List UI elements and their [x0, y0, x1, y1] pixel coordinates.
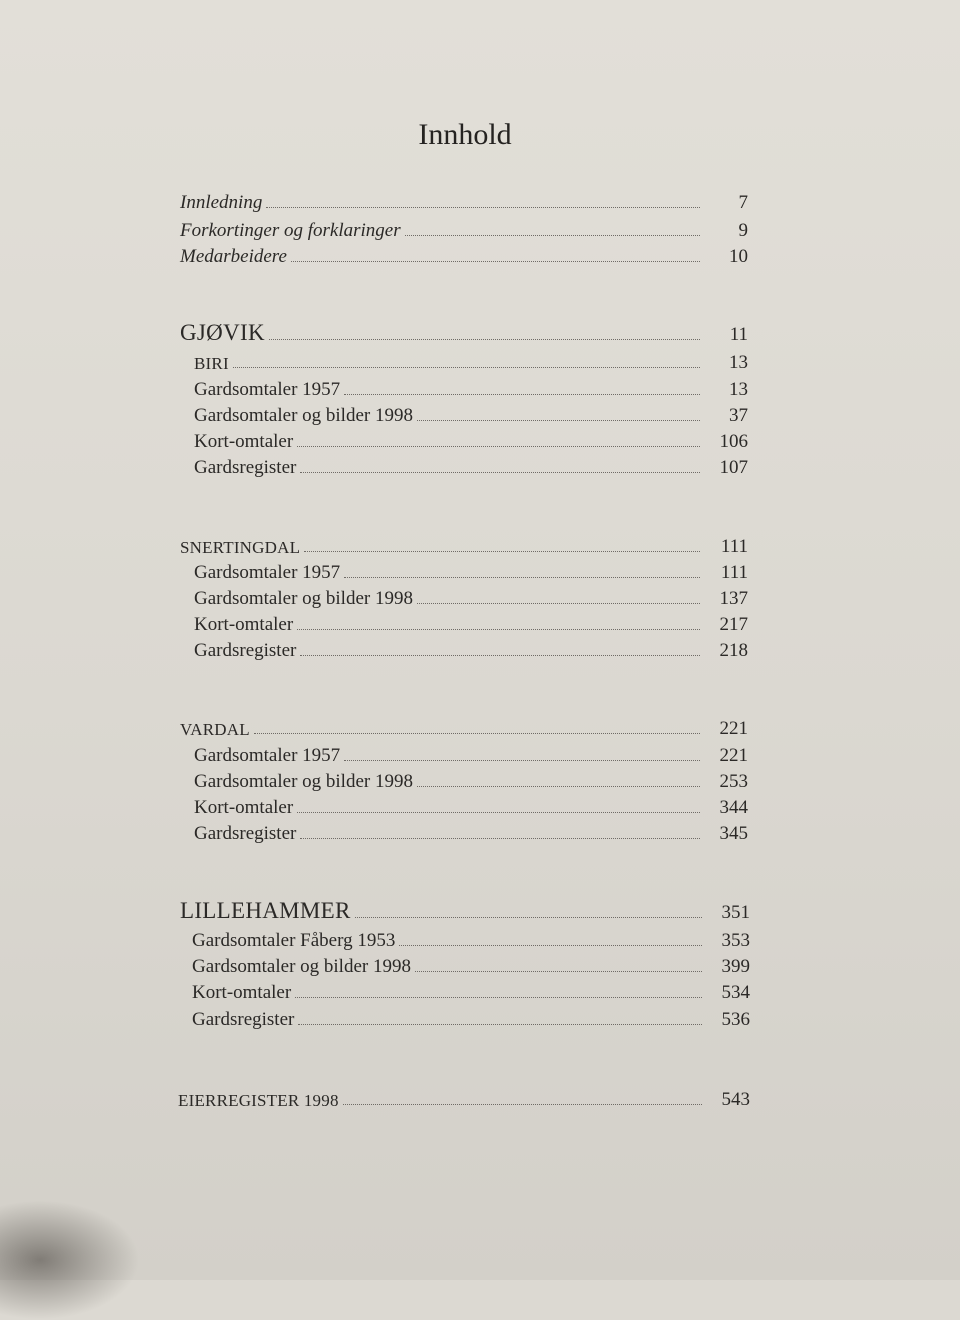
dot-leader — [300, 471, 700, 473]
entry-page: 536 — [721, 1009, 750, 1030]
entry-page: 534 — [721, 982, 750, 1003]
entry-page: 111 — [720, 562, 748, 583]
entry-page: 218 — [719, 640, 748, 661]
entry-page: 221 — [719, 745, 748, 766]
section-label: SNERTINGDAL — [180, 538, 301, 557]
dot-leader — [417, 419, 700, 421]
entry-page: 37 — [729, 405, 748, 426]
dot-leader — [233, 366, 700, 368]
toc-section-eierregister — [178, 1085, 750, 1111]
section-page: 351 — [721, 902, 750, 923]
entry-label: Gardsregister — [194, 823, 297, 844]
toc-entry-medarbeidere — [180, 242, 748, 268]
dot-leader — [297, 628, 700, 630]
entry-page: 399 — [721, 956, 750, 977]
toc-section-vardal — [180, 714, 748, 740]
dot-leader — [291, 260, 700, 262]
dot-leader — [254, 732, 700, 734]
dot-leader — [415, 970, 702, 972]
toc-entry — [194, 453, 748, 479]
section-page: 111 — [720, 536, 748, 557]
dot-leader — [343, 1103, 702, 1105]
entry-label: Kort-omtaler — [194, 614, 294, 635]
toc-entry — [194, 793, 748, 819]
dot-leader — [344, 576, 700, 578]
toc-entry — [194, 636, 748, 662]
toc-entry — [194, 819, 748, 845]
entry-label: Gardsregister — [194, 457, 297, 478]
section-page: 543 — [721, 1089, 750, 1110]
dot-leader — [295, 996, 702, 998]
entry-label: Kort-omtaler — [192, 982, 292, 1003]
toc-entry — [194, 375, 748, 401]
dot-leader — [344, 759, 700, 761]
entry-page: 9 — [738, 220, 748, 241]
toc-entry — [194, 767, 748, 793]
toc-entry — [192, 978, 750, 1004]
toc-section-snertingdal — [180, 532, 748, 558]
entry-label: Kort-omtaler — [194, 797, 294, 818]
section-label: EIERREGISTER 1998 — [178, 1091, 339, 1110]
dot-leader — [417, 602, 700, 604]
section-label: VARDAL — [180, 720, 250, 739]
toc-entry — [194, 610, 748, 636]
dot-leader — [355, 916, 702, 918]
toc-section-gjovik — [180, 320, 748, 346]
toc-entry-innledning — [180, 188, 748, 214]
toc-section-lillehammer — [180, 898, 750, 924]
toc-entry — [192, 1005, 750, 1031]
toc-entry — [194, 558, 748, 584]
dot-leader — [298, 1023, 702, 1025]
subsection-label: BIRI — [194, 354, 229, 373]
entry-label: Forkortinger og forklaringer — [180, 220, 401, 241]
entry-label: Gardsregister — [192, 1009, 295, 1030]
dot-leader — [300, 654, 700, 656]
toc-entry — [192, 926, 750, 952]
entry-page: 345 — [719, 823, 748, 844]
entry-page: 13 — [729, 379, 748, 400]
entry-page: 344 — [719, 797, 748, 818]
entry-label: Gardsomtaler og bilder 1998 — [194, 405, 413, 426]
dot-leader — [297, 445, 700, 447]
entry-page: 106 — [719, 431, 748, 452]
toc-entry — [194, 427, 748, 453]
entry-label: Gardsomtaler og bilder 1998 — [194, 588, 413, 609]
section-label: LILLEHAMMER — [180, 898, 351, 923]
dot-leader — [269, 338, 700, 340]
entry-label: Gardsomtaler Fåberg 1953 — [192, 930, 396, 951]
entry-label: Gardsomtaler og bilder 1998 — [192, 956, 411, 977]
entry-page: 7 — [738, 192, 748, 213]
entry-label: Medarbeidere — [180, 246, 287, 267]
toc-entry — [194, 401, 748, 427]
entry-label: Gardsomtaler 1957 — [194, 562, 341, 583]
entry-label: Gardsregister — [194, 640, 297, 661]
section-page: 221 — [719, 718, 748, 739]
entry-label: Gardsomtaler og bilder 1998 — [194, 771, 413, 792]
entry-page: 137 — [719, 588, 748, 609]
entry-label: Kort-omtaler — [194, 431, 294, 452]
entry-page: 107 — [719, 457, 748, 478]
section-page: 11 — [729, 324, 748, 345]
toc-title: Innhold — [418, 118, 512, 151]
entry-page: 217 — [719, 614, 748, 635]
toc-entry — [194, 741, 748, 767]
dot-leader — [266, 206, 700, 208]
section-label: GJØVIK — [180, 320, 265, 345]
dot-leader — [399, 944, 702, 946]
dot-leader — [405, 234, 700, 236]
entry-page: 10 — [729, 246, 748, 267]
entry-page: 253 — [719, 771, 748, 792]
entry-label: Gardsomtaler 1957 — [194, 379, 341, 400]
subsection-page: 13 — [729, 352, 748, 373]
toc-entry — [192, 952, 750, 978]
toc-entry — [194, 584, 748, 610]
dot-leader — [344, 393, 700, 395]
page-shadow — [0, 1200, 140, 1320]
toc-subsection-biri — [194, 348, 748, 374]
entry-label: Gardsomtaler 1957 — [194, 745, 341, 766]
entry-label: Innledning — [180, 192, 263, 213]
dot-leader — [297, 811, 700, 813]
dot-leader — [417, 785, 700, 787]
dot-leader — [304, 550, 700, 552]
entry-page: 353 — [721, 930, 750, 951]
toc-entry-forkortinger — [180, 216, 748, 242]
dot-leader — [300, 837, 700, 839]
